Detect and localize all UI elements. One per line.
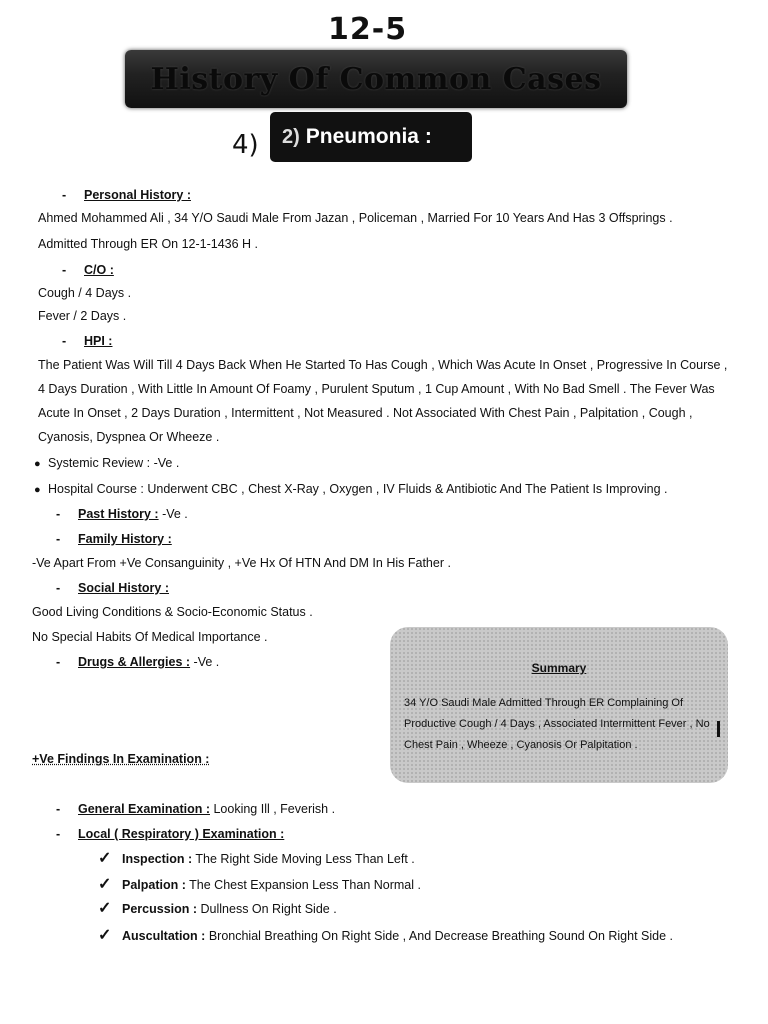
complaint-line-1: Cough / 4 Days . <box>38 286 132 300</box>
hpi-heading-row: - HPI : <box>62 334 113 348</box>
family-history-heading-row: - Family History : <box>56 532 172 546</box>
summary-box <box>390 627 728 783</box>
check-icon: ✓ <box>98 876 112 893</box>
check-icon: ✓ <box>98 850 112 867</box>
hpi-line-2: 4 Days Duration , With Little In Amount Of Foamy , Purulent Sputum , 1 Cup Amount , With No Bad Smell . The Fever Was <box>38 382 715 396</box>
inspection-row <box>98 851 415 867</box>
hospital-course-row <box>34 481 668 498</box>
bullet-icon: ● <box>34 484 41 496</box>
section-number: 4) <box>232 130 259 160</box>
family-history-line: -Ve Apart From +Ve Consanguinity , +Ve Hx Of HTN And DM In His Father . <box>32 556 451 570</box>
palpation-label: Palpation : <box>122 878 186 892</box>
drugs-allergies-row: - Drugs & Allergies : -Ve . <box>56 655 220 669</box>
hpi-heading: HPI : <box>84 334 113 348</box>
check-icon: ✓ <box>98 927 112 944</box>
general-exam-heading: General Examination : <box>78 802 210 816</box>
percussion-row <box>98 901 337 917</box>
complaint-line-2: Fever / 2 Days . <box>38 309 127 323</box>
hospital-course: Hospital Course : Underwent CBC , Chest X-Ray , Oxygen , IV Fluids & Antibiotic And The Patient Is Improving . <box>48 482 668 496</box>
drugs-allergies-value: -Ve . <box>190 655 220 669</box>
check-icon: ✓ <box>98 900 112 917</box>
summary-margin-mark <box>717 721 720 737</box>
complaint-heading: C/O : <box>84 263 114 277</box>
auscultation-label: Auscultation : <box>122 929 206 943</box>
local-exam-heading-row: - Local ( Respiratory ) Examination : <box>56 827 285 841</box>
social-history-line-1: Good Living Conditions & Socio-Economic Status . <box>32 605 313 619</box>
hpi-line-1: The Patient Was Will Till 4 Days Back When He Started To Has Cough , Which Was Acute In Onset , Progressive In Course , <box>38 358 728 372</box>
family-history-heading: Family History : <box>78 532 172 546</box>
auscultation-value: Bronchial Breathing On Right Side , And Decrease Breathing Sound On Right Side . <box>205 929 673 943</box>
social-history-heading: Social History : <box>78 581 169 595</box>
hpi-line-3: Acute In Onset , 2 Days Duration , Intermittent , Not Measured . Not Associated With Chest Pain , Palpitation , Cough , <box>38 406 693 420</box>
section-glyph: 2) <box>282 125 300 148</box>
section-title: Pneumonia : <box>305 125 432 148</box>
page-title: History Of Common Cases <box>150 61 602 97</box>
palpation-row <box>98 877 421 893</box>
past-history-row: - Past History : -Ve . <box>56 507 188 521</box>
systemic-review: Systemic Review : -Ve . <box>48 456 180 470</box>
social-history-line-2: No Special Habits Of Medical Importance . <box>32 630 268 644</box>
inspection-value: The Right Side Moving Less Than Left . <box>192 852 415 866</box>
bullet-icon: ● <box>34 458 41 470</box>
hpi-line-4: Cyanosis, Dyspnea Or Wheeze . <box>38 430 220 444</box>
auscultation-row <box>98 928 673 944</box>
percussion-value: Dullness On Right Side . <box>197 902 337 916</box>
personal-history-heading: Personal History : <box>84 188 191 202</box>
percussion-label: Percussion : <box>122 902 198 916</box>
summary-text: 34 Y/O Saudi Male Admitted Through ER Complaining Of Productive Cough / 4 Days , Associated Intermittent Fever , No Chest Pain , Wheeze , Cyanosis Or Palpitation . <box>404 697 710 751</box>
summary-title: Summary <box>531 661 587 675</box>
drugs-allergies-heading: Drugs & Allergies : <box>78 655 191 669</box>
findings-heading: +Ve Findings In Examination : <box>32 752 210 766</box>
personal-history-line-2: Admitted Through ER On 12-1-1436 H . <box>38 237 259 251</box>
title-banner <box>125 50 627 108</box>
past-history-value: -Ve . <box>158 507 188 521</box>
systemic-review-row <box>34 455 179 472</box>
general-exam-row: - General Examination : Looking Ill , Feverish . <box>56 802 336 816</box>
page-number: 12-5 <box>328 12 408 47</box>
past-history-heading: Past History : <box>78 507 159 521</box>
palpation-value: The Chest Expansion Less Than Normal . <box>185 878 421 892</box>
inspection-label: Inspection : <box>122 852 193 866</box>
local-exam-heading: Local ( Respiratory ) Examination : <box>78 827 285 841</box>
complaint-heading-row: - C/O : <box>62 263 114 277</box>
section-heading-box <box>270 112 472 162</box>
general-exam-value: Looking Ill , Feverish . <box>209 802 336 816</box>
personal-history-heading-row: - Personal History : <box>62 188 191 202</box>
personal-history-line-1: Ahmed Mohammed Ali , 34 Y/O Saudi Male From Jazan , Policeman , Married For 10 Years And Has 3 Offsprings . <box>38 211 673 225</box>
social-history-heading-row: - Social History : <box>56 581 169 595</box>
